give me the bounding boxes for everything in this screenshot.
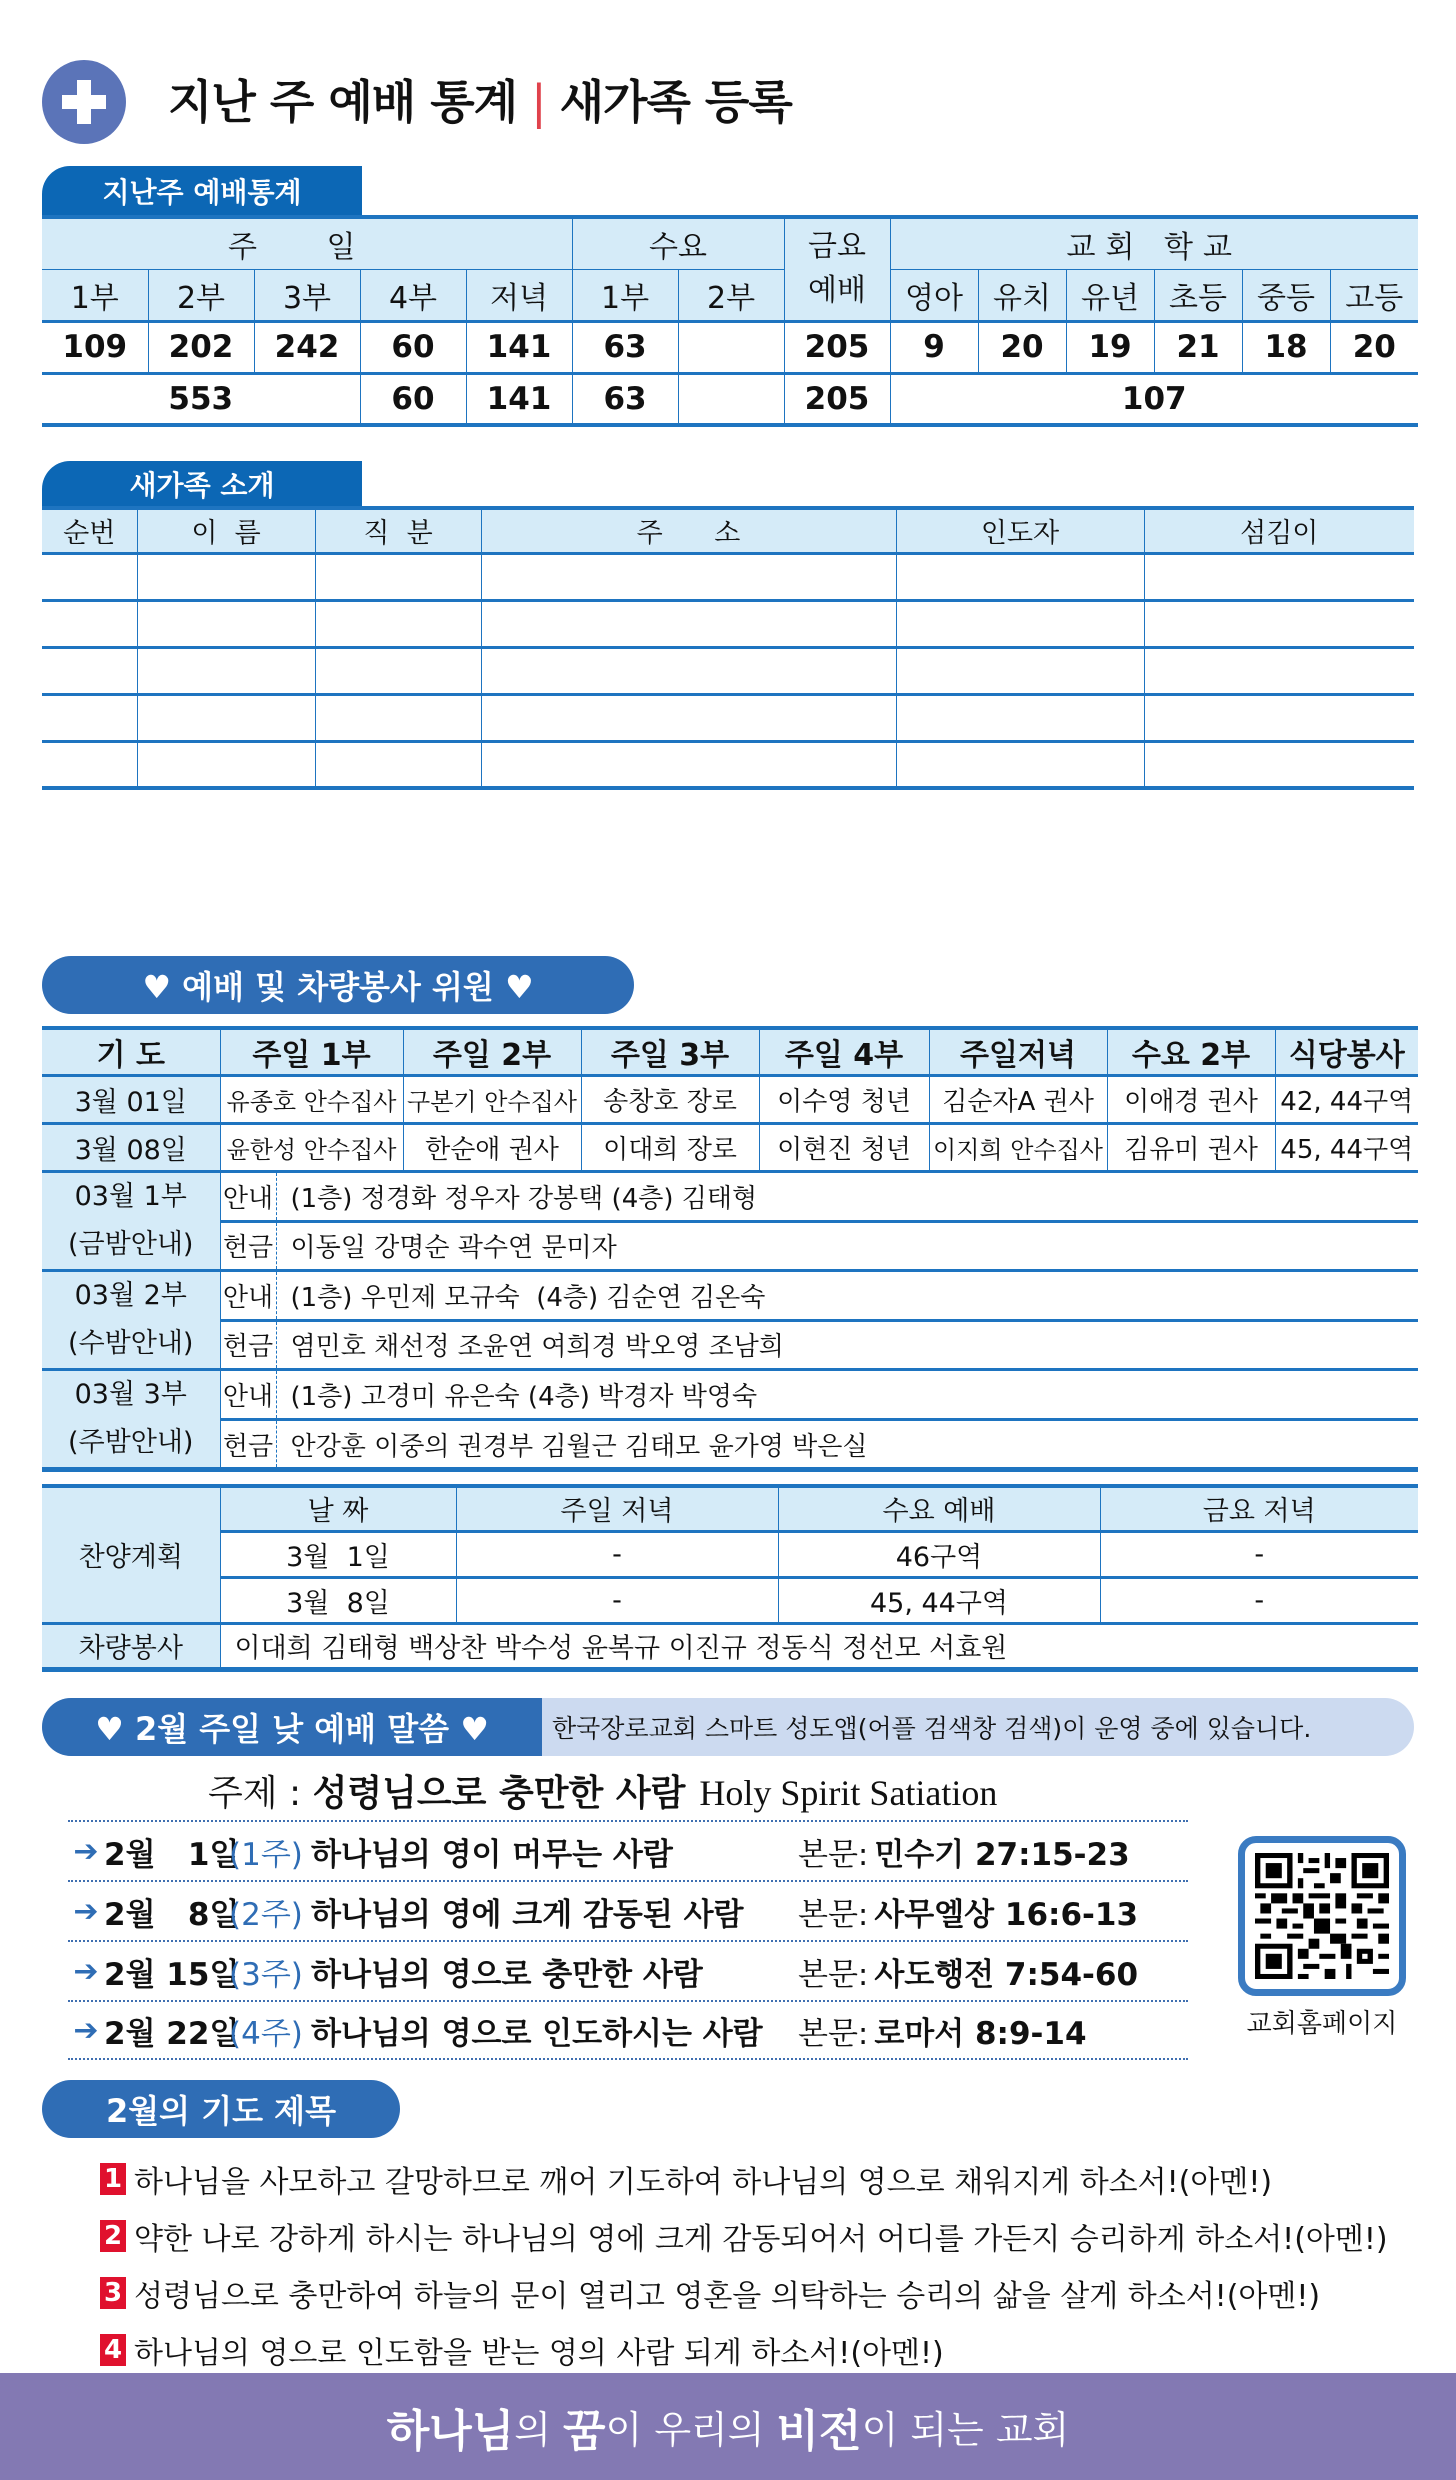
cell: 김유미 권사	[1107, 1124, 1275, 1172]
group-friday	[784, 217, 890, 321]
group-line2: (금밤안내)	[68, 1229, 194, 1260]
list-item	[68, 1820, 1188, 1880]
prayer-text: 성령님으로 충만하여 하늘의 문이 열리고 영혼을 의탁하는 승리의 삶을 살게 하소서!(아멘!)	[134, 2278, 1321, 2314]
table-row	[42, 600, 1414, 647]
cell	[481, 600, 896, 647]
cell: 김순자A 권사	[929, 1076, 1107, 1124]
cell: -	[456, 1531, 778, 1577]
col-sunday-evening: 주일 저녁	[456, 1486, 778, 1531]
group-line1: 03월 1부	[74, 1181, 187, 1212]
usher-row	[42, 1320, 1418, 1370]
sermon-ref: 사무엘상 16:6-13	[874, 1896, 1139, 1933]
prayer-text: 하나님을 사모하고 갈망하므로 깨어 기도하여 하나님의 영으로 채워지게 하소서!(아멘!)	[134, 2164, 1273, 2200]
list-item	[68, 1880, 1188, 1940]
vehicle-label: 차량봉사	[42, 1623, 220, 1669]
col-servant: 섬김이	[1144, 508, 1414, 553]
col-prayer: 기 도	[42, 1028, 220, 1076]
total-wed-2	[678, 373, 784, 425]
sermon-pill-label: ♥ 2월 주일 낮 예배 말씀 ♥	[42, 1698, 542, 1756]
table-row	[42, 1577, 1418, 1623]
col-sunday-2: 주일 2부	[403, 1028, 581, 1076]
group-sunday: 주 일	[42, 217, 572, 269]
total-friday: 205	[784, 373, 890, 425]
sub-middle: 중등	[1242, 269, 1330, 321]
col-sunday-3: 주일 3부	[581, 1028, 759, 1076]
table-row	[42, 553, 1414, 600]
new-family-table	[42, 506, 1414, 790]
sermon-ref: 사도행전 7:54-60	[874, 1956, 1139, 1993]
guide-label: 안내	[220, 1172, 276, 1222]
offering-names: 이동일 강명순 곽수연 문미자	[276, 1221, 1418, 1271]
cell: 유종호 안수집사	[220, 1076, 403, 1124]
value-cell: 20	[1330, 321, 1418, 373]
offering-label: 헌금	[220, 1221, 276, 1271]
list-item	[100, 2150, 1388, 2207]
col-guide: 인도자	[896, 508, 1144, 553]
offering-label: 헌금	[220, 1420, 276, 1470]
arrow-right-icon: ➔	[73, 2012, 99, 2048]
offering-label: 헌금	[220, 1320, 276, 1370]
cell: 이수영 청년	[759, 1076, 929, 1124]
cell: 윤한성 안수집사	[220, 1124, 403, 1172]
footer-motto	[0, 2373, 1456, 2480]
col-sunday-evening: 주일저녁	[929, 1028, 1107, 1076]
value-cell: 141	[466, 321, 572, 373]
value-cell	[678, 321, 784, 373]
group-church-school: 교회 학교	[890, 217, 1418, 269]
cell	[896, 741, 1144, 788]
list-item	[68, 2000, 1188, 2060]
qr-code-icon	[1255, 1853, 1389, 1979]
date-cell: 3월 08일	[42, 1124, 220, 1172]
cell	[42, 694, 137, 741]
cell: 3월 1일	[220, 1531, 456, 1577]
sermon-ref: 민수기 27:15-23	[874, 1836, 1130, 1873]
duty-pill-label: ♥ 예배 및 차량봉사 위원 ♥	[42, 956, 634, 1014]
list-item	[100, 2207, 1388, 2264]
value-cell: 20	[978, 321, 1066, 373]
total-sunday-1-3: 553	[42, 373, 360, 425]
cell	[315, 647, 481, 694]
col-date: 날 짜	[220, 1486, 456, 1531]
total-sunday-evening: 141	[466, 373, 572, 425]
cell: 46구역	[778, 1531, 1100, 1577]
cell	[315, 694, 481, 741]
sermon-banner	[42, 1698, 1414, 1756]
group-line2: (주밤안내)	[68, 1427, 194, 1458]
cell	[481, 553, 896, 600]
arrow-right-icon: ➔	[73, 1833, 99, 1869]
offering-names: 염민호 채선정 조윤연 여희경 박오영 조남희	[276, 1320, 1418, 1370]
table-row	[42, 1124, 1418, 1172]
sermon-date: 2월 1일	[104, 1836, 240, 1873]
stats-tab-label: 지난주 예배통계	[42, 166, 362, 215]
friday-line1: 금요	[808, 229, 867, 265]
guide-names: (1층) 고경미 유은숙 (4층) 박경자 박영숙	[276, 1370, 1418, 1420]
usher-row	[42, 1172, 1418, 1222]
col-kitchen: 식당봉사	[1275, 1028, 1418, 1076]
cell	[1144, 741, 1414, 788]
sermon-date: 2월 22일	[104, 2015, 240, 2052]
col-wed-2: 수요 2부	[1107, 1028, 1275, 1076]
sub-sunday-4: 4부	[360, 269, 466, 321]
prayer-pill-label: 2월의 기도 제목	[42, 2080, 400, 2138]
cell	[42, 647, 137, 694]
sermon-list	[68, 1820, 1188, 2060]
praise-plan-table	[42, 1484, 1418, 1672]
sub-elementary: 초등	[1154, 269, 1242, 321]
plus-icon	[42, 60, 126, 144]
sub-wed-1: 1부	[572, 269, 678, 321]
usher-row	[42, 1420, 1418, 1470]
theme-korean: 성령님으로 충만한 사람	[312, 1773, 686, 1814]
cell: -	[456, 1577, 778, 1623]
qr-code[interactable]	[1238, 1836, 1406, 1996]
page-title	[168, 66, 792, 132]
table-row	[42, 647, 1414, 694]
table-row	[42, 1531, 1418, 1577]
total-school: 107	[890, 373, 1418, 425]
list-item	[100, 2264, 1388, 2321]
cell	[481, 647, 896, 694]
guide-names: (1층) 우민제 모규숙 (4층) 김순연 김온숙	[276, 1271, 1418, 1321]
usher-row	[42, 1370, 1418, 1420]
motto-text: 의	[514, 2408, 564, 2452]
motto-word: 비전	[776, 2405, 862, 2457]
cell	[315, 600, 481, 647]
value-cell: 19	[1066, 321, 1154, 373]
sermon-title: 하나님의 영으로 인도하시는 사람	[311, 2015, 763, 2052]
sermon-title: 하나님의 영이 머무는 사람	[311, 1836, 673, 1873]
cell	[315, 553, 481, 600]
cell	[137, 647, 315, 694]
title-separator: |	[531, 75, 546, 129]
value-cell: 21	[1154, 321, 1242, 373]
cell: -	[1100, 1577, 1418, 1623]
sermon-week: (1주)	[229, 1836, 303, 1873]
cell: 이대희 장로	[581, 1124, 759, 1172]
cell: -	[1100, 1531, 1418, 1577]
sermon-week: (2주)	[229, 1896, 303, 1933]
arrow-right-icon: ➔	[73, 1893, 99, 1929]
ref-label: 본문:	[798, 1836, 869, 1873]
sub-sunday-evening: 저녁	[466, 269, 572, 321]
value-cell: 205	[784, 321, 890, 373]
app-notice: 한국장로교회 스마트 성도앱(어플 검색창 검색)이 운영 중에 있습니다.	[552, 1714, 1312, 1743]
sermon-date: 2월 8일	[104, 1896, 240, 1933]
cell: 이지희 안수집사	[929, 1124, 1107, 1172]
usher-group	[42, 1172, 220, 1271]
sub-sunday-2: 2부	[148, 269, 254, 321]
usher-row	[42, 1271, 1418, 1321]
group-line1: 03월 2부	[74, 1280, 187, 1311]
cell	[481, 694, 896, 741]
table-row	[42, 694, 1414, 741]
group-line1: 03월 3부	[74, 1379, 187, 1410]
table-row	[42, 1076, 1418, 1124]
cell	[42, 600, 137, 647]
cell: 송창호 장로	[581, 1076, 759, 1124]
cell	[137, 553, 315, 600]
theme-english: Holy Spirit Satiation	[699, 1773, 998, 1813]
sermon-ref: 로마서 8:9-14	[874, 2015, 1087, 2052]
number-badge: 1	[100, 2163, 126, 2195]
list-item	[100, 2321, 1388, 2378]
guide-label: 안내	[220, 1271, 276, 1321]
sub-infant: 영아	[890, 269, 978, 321]
qr-label: 교회홈페이지	[1246, 2009, 1398, 2039]
col-fri-evening: 금요 저녁	[1100, 1486, 1418, 1531]
motto-word: 꿈	[563, 2405, 606, 2457]
cell	[1144, 553, 1414, 600]
sub-high: 고등	[1330, 269, 1418, 321]
cell	[896, 553, 1144, 600]
cell	[137, 741, 315, 788]
col-wed-service: 수요 예배	[778, 1486, 1100, 1531]
duty-table	[42, 1026, 1418, 1472]
cell: 이현진 청년	[759, 1124, 929, 1172]
value-cell: 60	[360, 321, 466, 373]
cell	[481, 741, 896, 788]
offering-names: 안강훈 이중의 권경부 김월근 김태모 윤가영 박은실	[276, 1420, 1418, 1470]
group-wednesday: 수요	[572, 217, 784, 269]
value-cell: 202	[148, 321, 254, 373]
table-row	[42, 741, 1414, 788]
sermon-title: 하나님의 영에 크게 감동된 사람	[311, 1896, 744, 1933]
vehicle-names: 이대희 김태형 백상찬 박수성 윤복규 이진규 정동식 정선모 서효원	[220, 1623, 1418, 1669]
value-cell: 63	[572, 321, 678, 373]
group-line2: (수밤안내)	[68, 1328, 194, 1359]
cell	[137, 694, 315, 741]
new-family-tab-label: 새가족 소개	[42, 461, 362, 506]
cell	[896, 694, 1144, 741]
sub-kinder: 유치	[978, 269, 1066, 321]
prayer-text: 하나님의 영으로 인도함을 받는 영의 사람 되게 하소서!(아멘!)	[134, 2335, 944, 2371]
cell: 45, 44구역	[1275, 1124, 1418, 1172]
usher-group	[42, 1370, 220, 1470]
sermon-week: (3주)	[229, 1956, 303, 1993]
sub-youth: 유년	[1066, 269, 1154, 321]
sermon-date: 2월 15일	[104, 1956, 240, 1993]
motto-text: 이 되는 교회	[861, 2408, 1070, 2452]
cell	[896, 600, 1144, 647]
prayer-list	[100, 2150, 1388, 2378]
col-number: 순번	[42, 508, 137, 553]
value-cell: 18	[1242, 321, 1330, 373]
sermon-theme	[208, 1765, 997, 1816]
sub-sunday-1: 1부	[42, 269, 148, 321]
motto-text: 이 우리의	[605, 2408, 777, 2452]
number-badge: 4	[100, 2334, 126, 2366]
cell	[42, 741, 137, 788]
cell: 이애경 권사	[1107, 1076, 1275, 1124]
total-sunday-4: 60	[360, 373, 466, 425]
theme-prefix: 주제 :	[208, 1773, 313, 1814]
cell	[42, 553, 137, 600]
cell: 45, 44구역	[778, 1577, 1100, 1623]
cell: 42, 44구역	[1275, 1076, 1418, 1124]
guide-names: (1층) 정경화 정우자 강봉택 (4층) 김태형	[276, 1172, 1418, 1222]
cell	[1144, 600, 1414, 647]
cell: 구본기 안수집사	[403, 1076, 581, 1124]
cell	[896, 647, 1144, 694]
col-address: 주 소	[481, 508, 896, 553]
guide-label: 안내	[220, 1370, 276, 1420]
friday-line2: 예배	[808, 273, 867, 309]
number-badge: 2	[100, 2220, 126, 2252]
arrow-right-icon: ➔	[73, 1953, 99, 1989]
praise-plan-label: 찬양계획	[42, 1486, 220, 1623]
prayer-text: 약한 나로 강하게 하시는 하나님의 영에 크게 감동되어서 어디를 가든지 승리하게 하소서!(아멘!)	[134, 2221, 1388, 2257]
cell	[137, 600, 315, 647]
attendance-stats-table	[42, 215, 1418, 427]
total-wed-1: 63	[572, 373, 678, 425]
sermon-week: (4주)	[229, 2015, 303, 2052]
value-cell: 242	[254, 321, 360, 373]
cell: 한순애 권사	[403, 1124, 581, 1172]
sub-wed-2: 2부	[678, 269, 784, 321]
col-position: 직 분	[315, 508, 481, 553]
ref-label: 본문:	[798, 1956, 869, 1993]
sub-sunday-3: 3부	[254, 269, 360, 321]
value-cell: 109	[42, 321, 148, 373]
title-new-family: 새가족 등록	[559, 75, 792, 129]
usher-row	[42, 1221, 1418, 1271]
number-badge: 3	[100, 2277, 126, 2309]
value-cell: 9	[890, 321, 978, 373]
col-sunday-1: 주일 1부	[220, 1028, 403, 1076]
cell	[1144, 647, 1414, 694]
usher-group	[42, 1271, 220, 1370]
sermon-title: 하나님의 영으로 충만한 사람	[311, 1956, 703, 1993]
motto-word: 하나님	[386, 2405, 515, 2457]
col-sunday-4: 주일 4부	[759, 1028, 929, 1076]
date-cell: 3월 01일	[42, 1076, 220, 1124]
list-item	[68, 1940, 1188, 2000]
cell	[1144, 694, 1414, 741]
vehicle-row	[42, 1623, 1418, 1669]
cell	[315, 741, 481, 788]
cell: 3월 8일	[220, 1577, 456, 1623]
ref-label: 본문:	[798, 1896, 869, 1933]
ref-label: 본문:	[798, 2015, 869, 2052]
col-name: 이 름	[137, 508, 315, 553]
title-stats: 지난 주 예배 통계	[168, 75, 518, 129]
